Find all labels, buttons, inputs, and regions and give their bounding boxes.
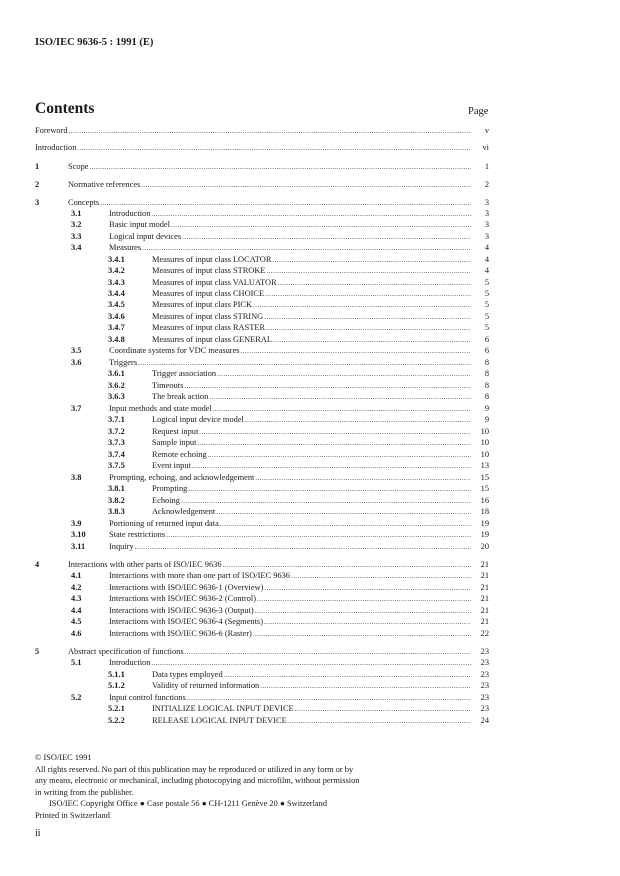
toc-entry-title: Trigger association [152, 369, 217, 378]
toc-entry [35, 321, 489, 333]
toc-entry-number: 3.11 [71, 542, 86, 551]
toc-entry-page: 19 [480, 519, 489, 528]
toc-leader-dots [166, 530, 471, 540]
toc-entry-page: 15 [480, 484, 489, 493]
toc-entry [35, 702, 489, 714]
toc-entry-page: 5 [484, 278, 489, 287]
toc-leader-dots [142, 243, 471, 253]
toc-leader-dots [135, 542, 471, 552]
toc-entry-number: 3.4.1 [108, 255, 125, 264]
toc-entry-title: Timeouts [152, 381, 184, 390]
toc-entry-title: Measures of input class GENERAL [152, 335, 273, 344]
toc-entry [35, 436, 489, 448]
toc-entry [35, 615, 489, 627]
toc-entry-page: 23 [480, 647, 489, 656]
toc-entry-title: Measures of input class STROKE [152, 266, 266, 275]
toc-entry [35, 160, 489, 172]
toc-entry-page: 23 [480, 670, 489, 679]
copyright-office-line: ISO/IEC Copyright Office ● Case postale 56 ● CH-1211 Genève 20 ● Switzerland [49, 799, 328, 808]
toc-entry-title: Sample input [152, 438, 197, 447]
toc-entry-page: 9 [484, 404, 489, 413]
toc-entry [35, 124, 489, 136]
toc-entry [35, 367, 489, 379]
toc-leader-dots [171, 220, 471, 230]
toc-leader-dots [209, 392, 471, 402]
toc-entry-title: Scope [68, 162, 89, 171]
toc-entry-number: 3.8.2 [108, 496, 125, 505]
toc-leader-dots [241, 346, 471, 356]
toc-entry-title: Request input [152, 427, 199, 436]
toc-leader-dots [69, 126, 471, 136]
page-number: ii [35, 828, 41, 839]
toc-leader-dots [89, 162, 471, 172]
toc-entry-number: 4.1 [71, 571, 82, 580]
toc-entry-page: 23 [480, 658, 489, 667]
toc-entry [35, 218, 489, 230]
toc-entry [35, 540, 489, 552]
toc-entry-page: 13 [480, 461, 489, 470]
toc-entry-title: RELEASE LOGICAL INPUT DEVICE [152, 716, 287, 725]
rights-line-2: any means, electronic or mechanical, including photocopying and microfilm, without permission [35, 776, 360, 785]
rights-line-1: All rights reserved. No part of this publication may be reproduced or utilized in any form or by [35, 764, 354, 774]
toc-entry [35, 344, 489, 356]
toc-entry-page: 18 [480, 507, 489, 516]
toc-entry-title: Basic input model [109, 220, 170, 229]
toc-leader-dots [267, 266, 471, 276]
toc-entry-title: Echoing [152, 496, 180, 505]
toc-entry-page: 10 [480, 427, 489, 436]
toc-entry-page: 16 [480, 496, 489, 505]
toc-entry-title: Inquiry [109, 542, 134, 551]
toc-entry-title: Introduction [35, 143, 77, 152]
toc-entry-page: 3 [484, 198, 489, 207]
toc-entry-page: 6 [484, 346, 489, 355]
toc-entry-title: Abstract specification of functions [68, 647, 184, 656]
toc-entry-title: Introduction [109, 658, 151, 667]
toc-entry-number: 3.4.8 [108, 335, 125, 344]
toc-entry [35, 592, 489, 604]
toc-entry-title: Interactions with ISO/IEC 9636-1 (Overview) [109, 583, 264, 592]
toc-entry-title: Interactions with ISO/IEC 9636-3 (Output) [109, 606, 254, 615]
toc-entry-title: Measures of input class PICK [152, 300, 253, 309]
toc-entry-page: 8 [484, 392, 489, 401]
toc-leader-dots [192, 461, 471, 471]
toc-entry-title: Normative references [68, 180, 141, 189]
toc-entry-page: 5 [484, 300, 489, 309]
toc-entry-number: 3.9 [71, 519, 82, 528]
toc-entry [35, 459, 489, 471]
toc-entry-page: 3 [484, 232, 489, 241]
toc-entry [35, 141, 489, 153]
printed-line: Printed in Switzerland [35, 810, 110, 820]
toc-entry-page: 4 [484, 243, 489, 252]
toc-leader-dots [151, 658, 471, 668]
toc-entry-page: 24 [480, 716, 489, 725]
toc-entry-page: 2 [484, 180, 489, 189]
toc-entry-number: 3.5 [71, 346, 82, 355]
toc-entry-title: Measures of input class LOCATOR [152, 255, 272, 264]
toc-entry-title: Interactions with ISO/IEC 9636-4 (Segments) [109, 617, 263, 626]
toc-entry-number: 3.7.4 [108, 450, 125, 459]
toc-entry [35, 569, 489, 581]
toc-entry-title: Input methods and state model [109, 404, 212, 413]
toc-entry-number: 3.2 [71, 220, 82, 229]
toc-entry-number: 5.2.1 [108, 704, 125, 713]
toc-entry-title: Measures of input class VALUATOR [152, 278, 277, 287]
toc-entry-page: 8 [484, 358, 489, 367]
toc-entry [35, 505, 489, 517]
toc-entry-page: v [484, 126, 489, 135]
toc-entry-title: Foreword [35, 126, 68, 135]
toc-entry-number: 3.4.3 [108, 278, 125, 287]
toc-entry-number: 3.8.3 [108, 507, 125, 516]
toc-entry-page: 5 [484, 289, 489, 298]
toc-entry-page: 23 [480, 681, 489, 690]
toc-entry-number: 3.8 [71, 473, 82, 482]
toc-entry-number: 3.7.2 [108, 427, 125, 436]
toc-entry-title: Input control functions [109, 693, 186, 702]
toc-entry-page: 3 [484, 209, 489, 218]
toc-entry-number: 3 [35, 198, 40, 207]
toc-leader-dots [217, 369, 471, 379]
toc-leader-dots [188, 484, 471, 494]
toc-entry-number: 4.6 [71, 629, 82, 638]
toc-entry-page: 1 [484, 162, 489, 171]
toc-entry [35, 528, 489, 540]
toc-entry-page: 10 [480, 438, 489, 447]
toc-entry-title: Measures [109, 243, 142, 252]
toc-entry-title: Interactions with ISO/IEC 9636-6 (Raster) [109, 629, 252, 638]
toc-entry-number: 5.2 [71, 693, 82, 702]
toc-entry-page: 22 [480, 629, 489, 638]
toc-entry-number: 3.8.1 [108, 484, 125, 493]
toc-entry-number: 3.6 [71, 358, 82, 367]
toc-entry-number: 2 [35, 180, 40, 189]
toc-entry-title: Remote echoing [152, 450, 207, 459]
toc-entry-title: Data types employed [152, 670, 223, 679]
toc-entry [35, 298, 489, 310]
toc-entry-number: 3.7.1 [108, 415, 125, 424]
toc-leader-dots [245, 415, 471, 425]
toc-leader-dots [266, 323, 471, 333]
toc-entry-page: 3 [484, 220, 489, 229]
toc-leader-dots [288, 716, 471, 726]
toc-entry-title: Measures of input class CHOICE [152, 289, 265, 298]
toc-entry-page: 4 [484, 266, 489, 275]
toc-leader-dots [197, 438, 471, 448]
toc-entry-number: 3.7 [71, 404, 82, 413]
toc-leader-dots [141, 180, 471, 190]
toc-entry-title: Interactions with ISO/IEC 9636-2 (Control) [109, 594, 257, 603]
toc-entry-page: 21 [480, 583, 489, 592]
toc-entry-number: 4.5 [71, 617, 82, 626]
toc-entry-title: The break action [152, 392, 209, 401]
rights-line-3: in writing from the publisher. [35, 787, 134, 797]
toc-entry [35, 264, 489, 276]
toc-leader-dots [216, 507, 471, 517]
toc-entry-page: 21 [480, 560, 489, 569]
toc-entry-number: 3.4.7 [108, 323, 125, 332]
toc-entry-number: 5.1.2 [108, 681, 125, 690]
toc-entry-number: 3.3 [71, 232, 82, 241]
toc-leader-dots [77, 143, 471, 153]
page-column-label: Page [468, 106, 489, 117]
toc-entry-page: 21 [480, 594, 489, 603]
toc-entry-number: 5.1.1 [108, 670, 125, 679]
toc-entry-number: 3.4 [71, 243, 82, 252]
toc-entry-number: 5.1 [71, 658, 82, 667]
toc-entry-page: 23 [480, 693, 489, 702]
toc-entry-number: 4.3 [71, 594, 82, 603]
toc-entry-page: 5 [484, 323, 489, 332]
toc-entry-page: 21 [480, 606, 489, 615]
toc-entry-number: 5.2.2 [108, 716, 125, 725]
toc-leader-dots [253, 629, 471, 639]
toc-entry-title: Acknowledgement [152, 507, 216, 516]
contents-title: Contents [35, 100, 95, 117]
toc-entry-title: Prompting, echoing, and acknowledgement [109, 473, 255, 482]
toc-entry-title: Measures of input class RASTER [152, 323, 266, 332]
toc-entry-page: 10 [480, 450, 489, 459]
toc-entry-number: 3.1 [71, 209, 82, 218]
toc-entry-number: 5 [35, 647, 40, 656]
copyright-line: © ISO/IEC 1991 [35, 753, 92, 762]
toc-entry-number: 4.4 [71, 606, 82, 615]
toc-entry-number: 3.6.2 [108, 381, 125, 390]
toc-entry-title: Portioning of returned input data [109, 519, 219, 528]
toc-entry-page: 9 [484, 415, 489, 424]
toc-entry [35, 627, 489, 639]
toc-entry-title: Measures of input class STRING [152, 312, 264, 321]
toc-entry-page: 8 [484, 381, 489, 390]
toc-entry [35, 482, 489, 494]
toc-entry-page: vi [482, 143, 489, 152]
toc-entry-page: 15 [480, 473, 489, 482]
toc-entry-title: Interactions with more than one part of ISO/IEC 9636 [109, 571, 290, 580]
toc-entry-page: 6 [484, 335, 489, 344]
toc-entry-title: State restrictions [109, 530, 166, 539]
toc-entry [35, 390, 489, 402]
toc-entry-number: 3.4.6 [108, 312, 125, 321]
toc-entry-title: Coordinate systems for VDC measures [109, 346, 240, 355]
toc-entry [35, 679, 489, 691]
toc-entry-number: 3.6.1 [108, 369, 125, 378]
toc-entry-title: Logical input device model [152, 415, 244, 424]
toc-entry-title: Event input [152, 461, 191, 470]
document-header: ISO/IEC 9636-5 : 1991 (E) [35, 37, 154, 48]
toc-entry-number: 3.4.2 [108, 266, 125, 275]
toc-entry [35, 714, 489, 726]
toc-entry-number: 3.10 [71, 530, 86, 539]
toc-leader-dots [264, 617, 471, 627]
toc-entry-title: Concepts [68, 198, 100, 207]
toc-entry-title: Prompting [152, 484, 188, 493]
toc-entry-page: 23 [480, 704, 489, 713]
toc-entry-title: Interactions with other parts of ISO/IEC 9636 [68, 560, 222, 569]
toc-entry-number: 4.2 [71, 583, 82, 592]
toc-entry [35, 178, 489, 190]
toc-entry-title: Validity of returned information [152, 681, 260, 690]
toc-entry-page: 5 [484, 312, 489, 321]
copyright-footer [35, 752, 359, 821]
toc-entry-title: Logical input devices [109, 232, 182, 241]
toc-entry-title: INITIALIZE LOGICAL INPUT DEVICE [152, 704, 294, 713]
toc-entry-page: 20 [480, 542, 489, 551]
toc-entry [35, 241, 489, 253]
toc-entry-page: 21 [480, 617, 489, 626]
toc-entry-number: 1 [35, 162, 40, 171]
toc-entry-page: 8 [484, 369, 489, 378]
toc-leader-dots [260, 681, 471, 691]
toc-entry-number: 4 [35, 560, 40, 569]
toc-leader-dots [295, 704, 471, 714]
toc-entry-page: 4 [484, 255, 489, 264]
toc-entry-title: Introduction [109, 209, 151, 218]
toc-leader-dots [291, 571, 471, 581]
toc-leader-dots [257, 594, 471, 604]
toc-entry-number: 3.4.5 [108, 300, 125, 309]
toc-entry [35, 413, 489, 425]
toc-entry [35, 656, 489, 668]
toc-entry-title: Triggers [109, 358, 138, 367]
toc-entry-number: 3.7.3 [108, 438, 125, 447]
toc-entry-page: 19 [480, 530, 489, 539]
toc-entry-number: 3.7.5 [108, 461, 125, 470]
toc-entry-number: 3.4.4 [108, 289, 125, 298]
toc-entry-number: 3.6.3 [108, 392, 125, 401]
toc-entry-page: 21 [480, 571, 489, 580]
toc-leader-dots [253, 300, 471, 310]
